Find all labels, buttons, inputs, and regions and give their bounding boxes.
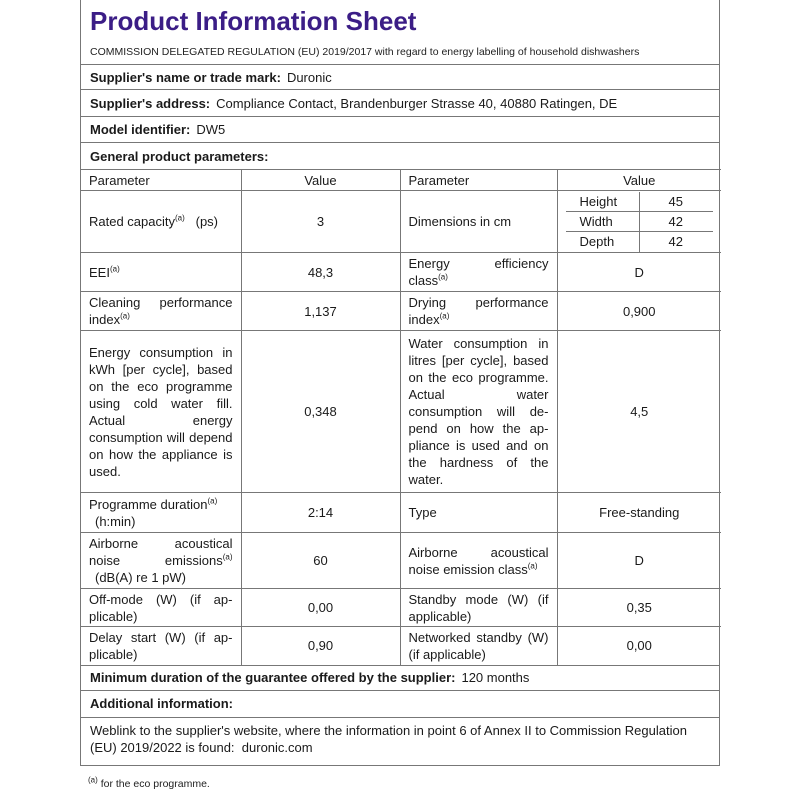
weblink-row xyxy=(81,717,719,765)
regulation-reference: COMMISSION DELEGATED REGULATION (EU) 2019/2017 with regard to energy labelling of household dishwashers xyxy=(90,46,640,58)
weblink-text: Weblink to the supplier's website, where the information in point 6 of Annex II to Commission Regulation (EU) 2019/2022 is found: xyxy=(90,722,687,755)
column-header-parameter: Parameter xyxy=(400,170,557,191)
table-row xyxy=(81,493,721,533)
table-row xyxy=(81,533,721,589)
weblink-url[interactable]: duronic.com xyxy=(241,739,313,755)
column-header-value: Value xyxy=(241,170,400,191)
model-identifier-row xyxy=(81,116,719,142)
energy-class-label: Energy efficiency class$^{(a)}$ xyxy=(400,253,557,292)
footnote xyxy=(88,775,210,790)
dimensions-values xyxy=(557,191,721,253)
water-consumption-label: Water consumption in litres [per cycle], based on the eco programme. Actual water consumption will depend on how the appliance is used and on the hardness of the water. xyxy=(400,331,557,493)
dimension-height-value: 45 xyxy=(639,192,713,212)
type-label: Type xyxy=(400,493,557,533)
general-parameters-row xyxy=(81,142,719,169)
networked-standby-value: 0,00 xyxy=(557,627,721,665)
supplier-address-row xyxy=(81,89,719,116)
delay-start-label: Delay start (W) (if applicable) xyxy=(81,627,241,665)
off-mode-value: 0,00 xyxy=(241,589,400,627)
supplier-address-label: Supplier's address: xyxy=(90,95,211,111)
dimension-depth-label: Depth xyxy=(566,232,640,252)
rated-capacity-value: 3 xyxy=(241,191,400,253)
supplier-name-value: Duronic xyxy=(286,69,332,85)
parameters-table xyxy=(81,169,721,665)
additional-information-label: Additional information: xyxy=(90,696,233,711)
supplier-name-label: Supplier's name or trade mark: xyxy=(90,69,281,85)
off-mode-label: Off-mode (W) (if applicable) xyxy=(81,589,241,627)
noise-class-value: D xyxy=(557,533,721,589)
footnote-marker: (a) xyxy=(88,775,98,785)
eei-label: EEI$^{(a)}$ xyxy=(81,253,241,292)
footnote-text: for the eco programme. xyxy=(100,778,210,790)
drying-index-label: Drying performance index$^{(a)}$ xyxy=(400,292,557,331)
drying-index-value: 0,900 xyxy=(557,292,721,331)
standby-mode-label: Standby mode (W) (if applicable) xyxy=(400,589,557,627)
energy-consumption-value: 0,348 xyxy=(241,331,400,493)
energy-consumption-label: Energy consumption in kWh [per cycle], based on the eco programme using cold water fill. Actual energy consumption will depend on how the appliance is used. xyxy=(81,331,241,493)
noise-emissions-value: 60 xyxy=(241,533,400,589)
guarantee-value: 120 months xyxy=(461,670,530,685)
type-value: Free-standing xyxy=(557,493,721,533)
guarantee-label: Minimum duration of the guarantee offered by the supplier: xyxy=(90,670,456,685)
table-row xyxy=(81,589,721,627)
title-row xyxy=(81,0,719,43)
dimension-width-value: 42 xyxy=(639,212,713,232)
networked-standby-label: Networked standby (W) (if applicable) xyxy=(400,627,557,665)
rated-capacity-label: Rated capacity$^{(a)}$ (ps) xyxy=(81,191,241,253)
additional-information-row xyxy=(81,690,719,717)
table-row xyxy=(81,627,721,665)
general-parameters-label: General product parameters: xyxy=(90,148,269,164)
dimension-depth-value: 42 xyxy=(639,232,713,252)
page-title: Product Information Sheet xyxy=(90,6,417,36)
supplier-name-row xyxy=(81,64,719,89)
energy-class-value: D xyxy=(557,253,721,292)
supplier-address-value: Compliance Contact, Brandenburger Strasse 40, 40880 Ratingen, DE xyxy=(216,95,618,111)
standby-mode-value: 0,35 xyxy=(557,589,721,627)
column-header-value: Value xyxy=(557,170,721,191)
model-identifier-label: Model identifier: xyxy=(90,122,191,137)
dimension-width-label: Width xyxy=(566,212,640,232)
water-consumption-value: 4,5 xyxy=(557,331,721,493)
table-row xyxy=(81,253,721,292)
table-row xyxy=(81,191,721,253)
table-row xyxy=(81,331,721,493)
product-information-sheet xyxy=(80,0,720,766)
guarantee-row xyxy=(81,665,719,690)
noise-class-label: Airborne acoustical noise emission class$^{(a)}$ xyxy=(400,533,557,589)
model-identifier-value: DW5 xyxy=(196,122,226,137)
eei-value: 48,3 xyxy=(241,253,400,292)
column-header-parameter: Parameter xyxy=(81,170,241,191)
noise-emissions-label: Airborne acoustical noise emissions$^{(a)}$ (dB(A) re 1 pW) xyxy=(81,533,241,589)
dimensions-label: Dimensions in cm xyxy=(400,191,557,253)
programme-duration-value: 2:14 xyxy=(241,493,400,533)
table-row xyxy=(81,292,721,331)
cleaning-index-value: 1,137 xyxy=(241,292,400,331)
table-header-row xyxy=(81,170,721,191)
dimension-height-label: Height xyxy=(579,193,618,209)
delay-start-value: 0,90 xyxy=(241,627,400,665)
cleaning-index-label: Cleaning performance index$^{(a)}$ xyxy=(81,292,241,331)
programme-duration-label: Programme duration$^{(a)}$ (h:min) xyxy=(81,493,241,533)
